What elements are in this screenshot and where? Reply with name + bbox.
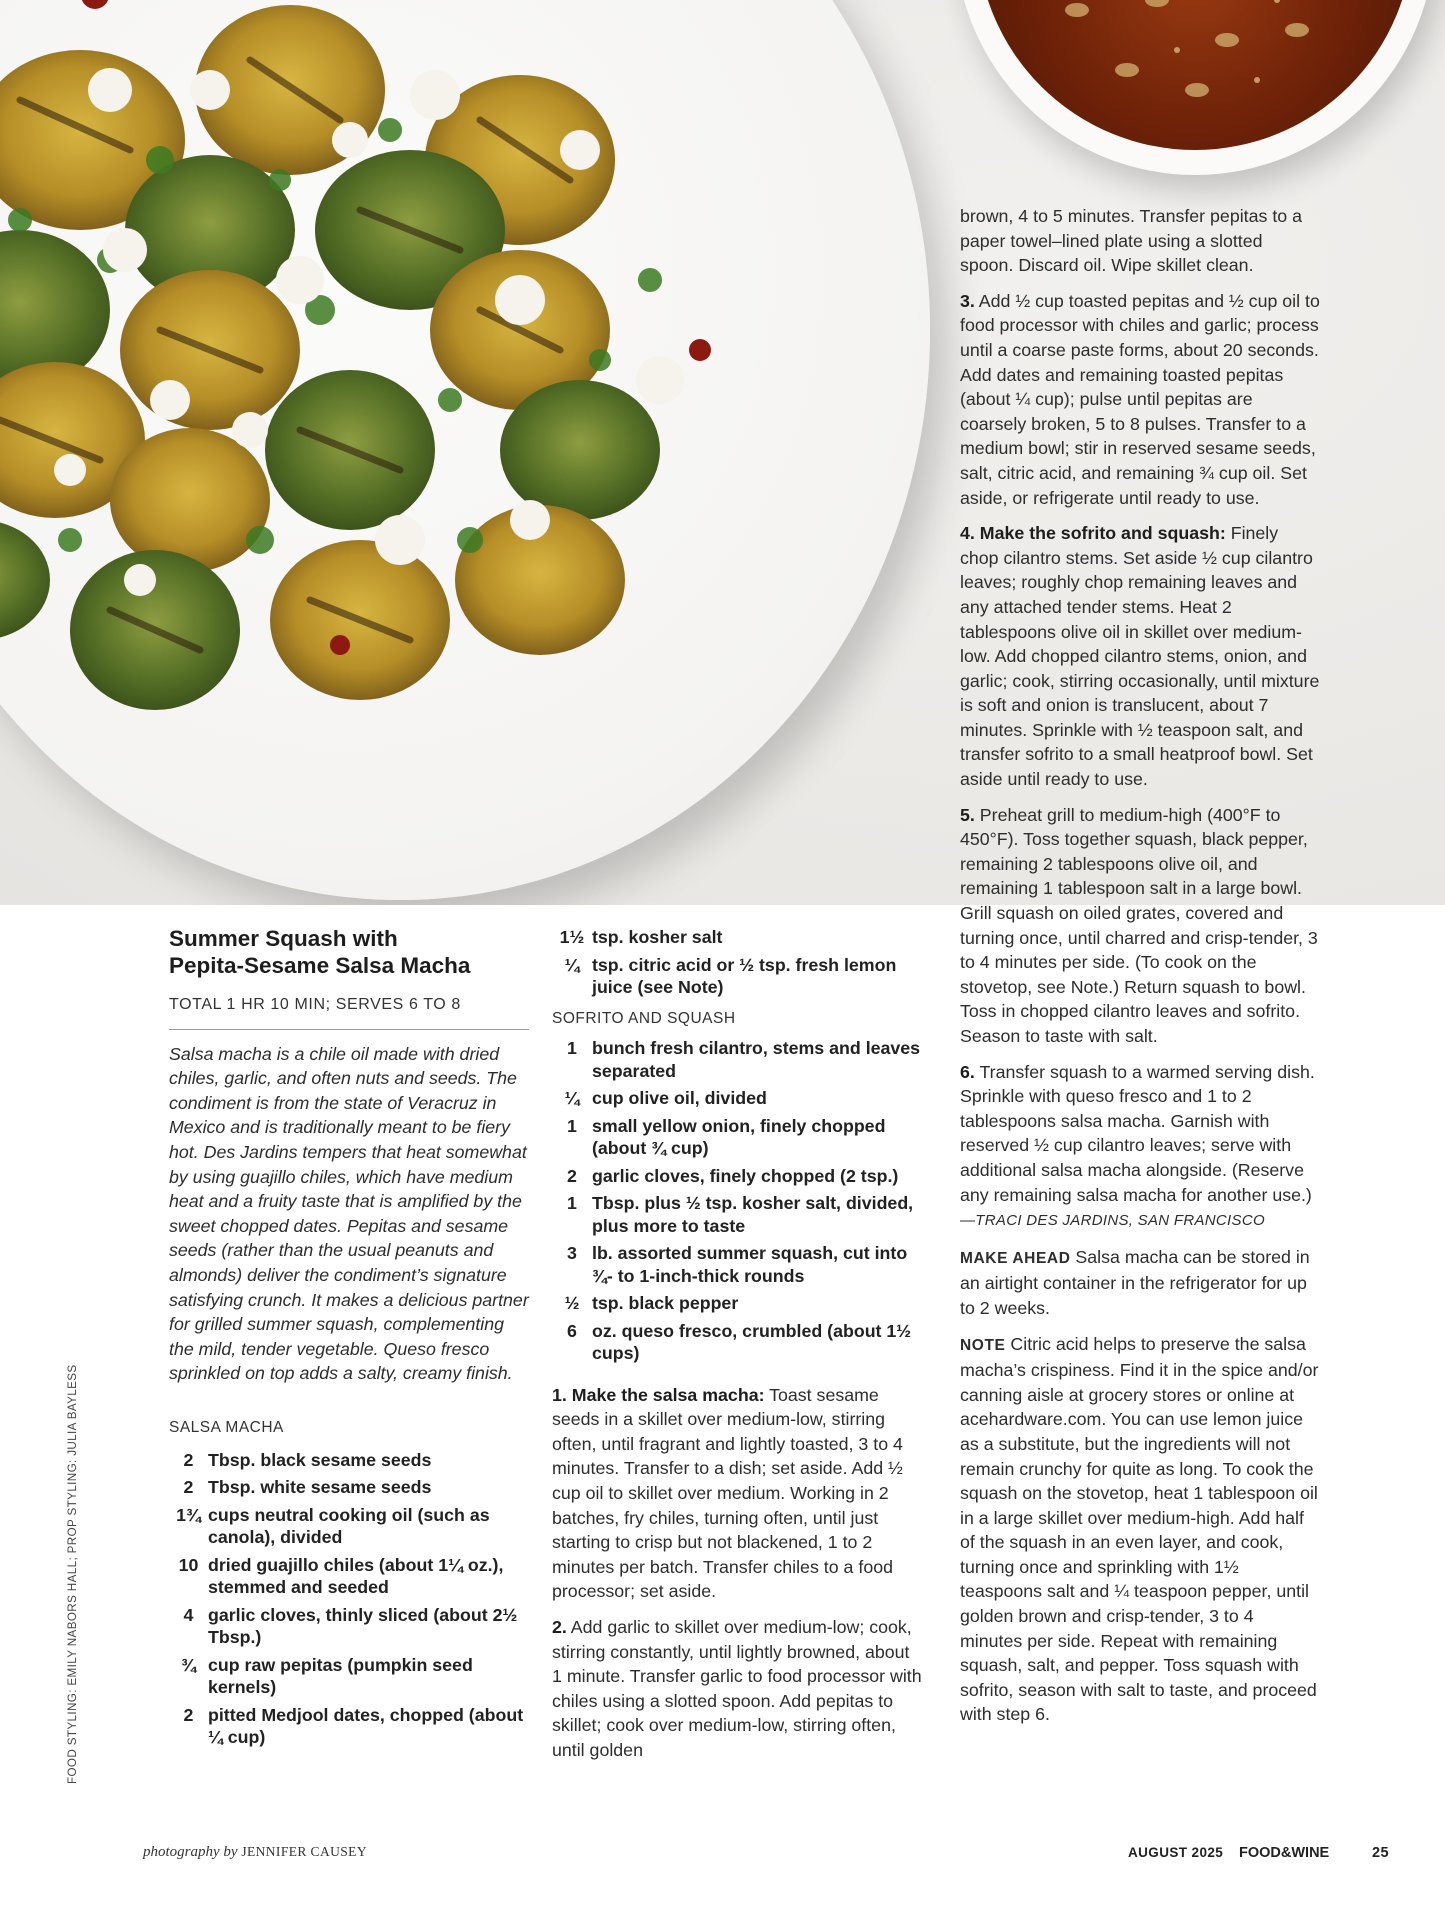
step-1-lead: 1. Make the salsa macha: xyxy=(552,1384,765,1405)
ingredient-item xyxy=(169,1449,529,1472)
make-ahead xyxy=(960,1245,1320,1321)
step-2-text: Add garlic to skillet over medium-low; cook, stirring constantly, until lightly browned, about 1 minute. Transfer garlic to food processor with chiles using a slotted spoon. Add pepitas to skillet; cook over medium-low, stirring often, until golden xyxy=(552,1616,922,1760)
ingredient-qty: 1 xyxy=(567,1038,577,1059)
make-ahead-label: MAKE AHEAD xyxy=(960,1249,1071,1267)
step-4 xyxy=(960,521,1320,792)
step-6 xyxy=(960,1060,1320,1234)
ingredient-qty: 1 xyxy=(567,1193,577,1214)
column-2 xyxy=(552,926,922,1774)
step-4-text: Finely chop cilantro stems. Set aside ½ cup cilantro leaves; roughly chop remaining leaves and any attached tender stems. Heat 2 tablespoons olive oil in skillet over medium-low. Add chopped cilantro stems, onion, and garlic; cook, stirring occasionally, until mixture is soft and onion is translucent, about 7 minutes. Sprinkle with ½ teaspoon salt, and transfer sofrito to a small heatproof bowl. Set aside until ready to use. xyxy=(960,523,1320,790)
ingredient-qty: ¾ xyxy=(181,1654,196,1675)
ingredient-item xyxy=(169,1554,529,1599)
ingredient-item xyxy=(169,1654,529,1699)
step-2-continued: brown, 4 to 5 minutes. Transfer pepitas to a paper towel–lined plate using a slotted spoon. Discard oil. Wipe skillet clean. xyxy=(960,206,1302,276)
ingredient-item xyxy=(552,926,922,949)
ingredient-qty: 1 xyxy=(567,1115,577,1136)
salsa-macha-heading: SALSA MACHA xyxy=(169,1418,284,1436)
ingredient-item xyxy=(552,1292,922,1315)
ingredient-item xyxy=(169,1504,529,1549)
title-line-1: Summer Squash with xyxy=(169,926,398,951)
pepita-seeds xyxy=(977,0,1413,150)
ingredient-item xyxy=(552,1115,922,1160)
step-6-lead: 6. xyxy=(960,1061,975,1082)
ingredient-qty: 3 xyxy=(567,1243,577,1264)
ingredient-desc: cup olive oil, divided xyxy=(592,1088,767,1109)
ingredient-desc: garlic cloves, thinly sliced (about 2½ Tbsp.) xyxy=(208,1604,518,1647)
issue-date: AUGUST 2025 xyxy=(1128,1845,1224,1860)
ingredient-desc: pitted Medjool dates, chopped (about ¼ cup) xyxy=(208,1704,524,1747)
ingredient-desc: lb. assorted summer squash, cut into ¾- to 1-inch-thick rounds xyxy=(592,1243,908,1286)
step-3 xyxy=(960,289,1320,510)
recipe-credit: —TRACI DES JARDINS, SAN FRANCISCO xyxy=(960,1212,1265,1230)
ingredient-item xyxy=(552,1320,922,1365)
ingredient-desc: dried guajillo chiles (about 1¼ oz.), stemmed and seeded xyxy=(208,1554,504,1597)
step-4-lead: 4. Make the sofrito and squash: xyxy=(960,523,1226,544)
magazine-brand: FOOD&WINE xyxy=(1239,1845,1330,1861)
photo-credit-prefix: photography by xyxy=(143,1844,238,1860)
ingredient-desc: Tbsp. white sesame seeds xyxy=(208,1477,432,1497)
ingredient-qty: ¼ xyxy=(564,954,580,975)
ingredient-item xyxy=(552,1165,922,1188)
ingredient-qty: 2 xyxy=(183,1704,194,1725)
salsa-macha xyxy=(977,0,1413,150)
note xyxy=(960,1332,1320,1728)
ingredient-desc: Tbsp. black sesame seeds xyxy=(208,1449,432,1470)
photographer-name: JENNIFER CAUSEY xyxy=(241,1844,367,1859)
ingredient-desc: oz. queso fresco, crumbled (about 1½ cups) xyxy=(592,1320,912,1364)
ingredient-desc: bunch fresh cilantro, stems and leaves separated xyxy=(592,1038,921,1081)
ingredient-item xyxy=(552,1087,922,1110)
ingredient-desc: cups neutral cooking oil (such as canola), divided xyxy=(208,1504,490,1547)
ingredient-desc: tsp. citric acid or ½ tsp. fresh lemon juice (see Note) xyxy=(592,954,897,997)
ingredient-qty: 10 xyxy=(178,1554,199,1575)
salsa-macha-bowl xyxy=(955,0,1435,175)
recipe-meta: TOTAL 1 HR 10 MIN; SERVES 6 TO 8 xyxy=(169,993,529,1030)
ingredient-item xyxy=(552,1192,922,1237)
ingredient-item xyxy=(169,1604,529,1649)
ingredient-qty: 1¾ xyxy=(176,1504,201,1525)
step-3-lead: 3. xyxy=(960,290,975,311)
step-2-lead: 2. xyxy=(552,1616,567,1637)
ingredient-qty: 2 xyxy=(567,1165,577,1186)
ingredient-item xyxy=(552,954,922,999)
step-1-text: Toast sesame seeds in a skillet over medium-low, stirring often, until fragrant and lightly toasted, 3 to 4 minutes. Transfer to a dish; set aside. Add ½ cup oil to skillet over medium. Working in 2 batches, fry chiles, turning often, until just starting to crisp but not blackened, 1 to 2 minutes per batch. Transfer chiles to a food processor; set aside. xyxy=(552,1384,903,1602)
sofrito-heading: SOFRITO AND SQUASH xyxy=(552,1009,736,1027)
make-ahead-text: Salsa macha can be stored in an airtight container in the refrigerator for up to 2 weeks. xyxy=(960,1246,1310,1318)
ingredient-desc: small yellow onion, finely chopped (about ¾ cup) xyxy=(592,1115,886,1159)
step-3-text: Add ½ cup toasted pepitas and ½ cup oil to food processor with chiles and garlic; process until a coarse paste forms, about 20 seconds. Add dates and remaining toasted pepitas (about ¼ cup); pulse until pepitas are coarsely broken, 5 to 8 pulses. Transfer to a medium bowl; stir in reserved sesame seeds, salt, citric acid, and remaining ¾ cup oil. Set aside, or refrigerate until ready to use. xyxy=(960,290,1320,508)
step-5-text: Preheat grill to medium-high (400°F to 450°F). Toss together squash, black pepper, remaining 2 tablespoons olive oil, and remaining 1 tablespoon salt in a large bowl. Grill squash on oiled grates, covered and turning once, until charred and crisp-tender, 3 to 4 minutes per side. (To cook on the stovetop, see Note.) Return squash to bowl. Toss in chopped cilantro leaves and sofrito. Season to taste with salt. xyxy=(960,804,1318,1046)
ingredient-desc: tsp. black pepper xyxy=(592,1293,739,1314)
ingredient-item xyxy=(169,1704,529,1749)
recipe-title xyxy=(169,925,529,979)
step-5-lead: 5. xyxy=(960,804,975,825)
column-1 xyxy=(169,925,529,1754)
step-6-text: Transfer squash to a warmed serving dish. Sprinkle with queso fresco and 1 to 2 tablespoons salsa macha. Garnish with reserved ½ cup cilantro leaves; serve with additional salsa macha alongside. (Reserve any remaining salsa macha for another use.) xyxy=(960,1061,1315,1205)
note-text: Citric acid helps to preserve the salsa macha’s crispiness. Find it in the spice and/or canning aisle at grocery stores or online at acehardware.com. You can use lemon juice as a substitute, but the ingredients will not remain crunchy for quite as long. To cook the squash on the stovetop, heat 1 tablespoon oil in a large skillet over medium-high. Add half of the squash in an even layer, and cook, turning once and sprinkling with 1½ teaspoons salt and ¼ teaspoon pepper, until golden brown and crisp-tender, 3 to 4 minutes per side. Repeat with remaining squash, salt, and pepper. Toss squash with sofrito, season with salt to taste, and proceed with step 6. xyxy=(960,1333,1319,1725)
ingredient-qty: 1½ xyxy=(559,927,585,947)
ingredient-qty: 2 xyxy=(183,1449,194,1470)
sofrito-ingredient-list xyxy=(552,1037,922,1365)
page-number: 25 xyxy=(1372,1845,1389,1861)
ingredient-item xyxy=(552,1242,922,1287)
title-line-2: Pepita-Sesame Salsa Macha xyxy=(169,953,471,978)
styling-credit: FOOD STYLING: EMILY NABORS HALL; PROP STYLING: JULIA BAYLESS xyxy=(66,1364,79,1784)
ingredient-desc: cup raw pepitas (pumpkin seed kernels) xyxy=(208,1654,473,1697)
note-label: NOTE xyxy=(960,1336,1006,1354)
ingredient-desc: tsp. kosher salt xyxy=(592,927,723,947)
grilled-squash-salad xyxy=(0,0,790,780)
ingredient-qty: 6 xyxy=(567,1320,577,1341)
ingredient-desc: garlic cloves, finely chopped (2 tsp.) xyxy=(592,1165,899,1186)
salsa-ingredient-list xyxy=(169,1449,529,1749)
column-3 xyxy=(960,204,1320,1738)
recipe-intro: Salsa macha is a chile oil made with dried chiles, garlic, and often nuts and seeds. The condiment is from the state of Veracruz in Mexico and is traditionally meant to be fiery hot. Des Jardins tempers that heat somewhat by using guajillo chiles, which have medium heat and a fruity taste that is amplified by the sweet chopped dates. Pepitas and sesame seeds (rather than the usual peanuts and almonds) deliver the condiment’s signature satisfying crunch. It makes a delicious partner for grilled summer squash, complementing the mild, tender vegetable. Queso fresco sprinkled on top adds a salty, creamy finish. xyxy=(169,1043,529,1384)
step-2 xyxy=(552,1615,922,1763)
ingredient-qty: 2 xyxy=(183,1477,194,1497)
ingredient-item xyxy=(552,1037,922,1082)
photo-credit xyxy=(143,1844,367,1861)
ingredient-desc: Tbsp. plus ½ tsp. kosher salt, divided, plus more to taste xyxy=(592,1193,914,1236)
ingredient-item xyxy=(169,1476,529,1499)
ingredient-qty: 4 xyxy=(183,1604,194,1625)
step-5 xyxy=(960,803,1320,1049)
step-1 xyxy=(552,1383,922,1604)
ingredient-qty: ¼ xyxy=(564,1088,580,1109)
ingredient-qty: ½ xyxy=(564,1293,580,1314)
